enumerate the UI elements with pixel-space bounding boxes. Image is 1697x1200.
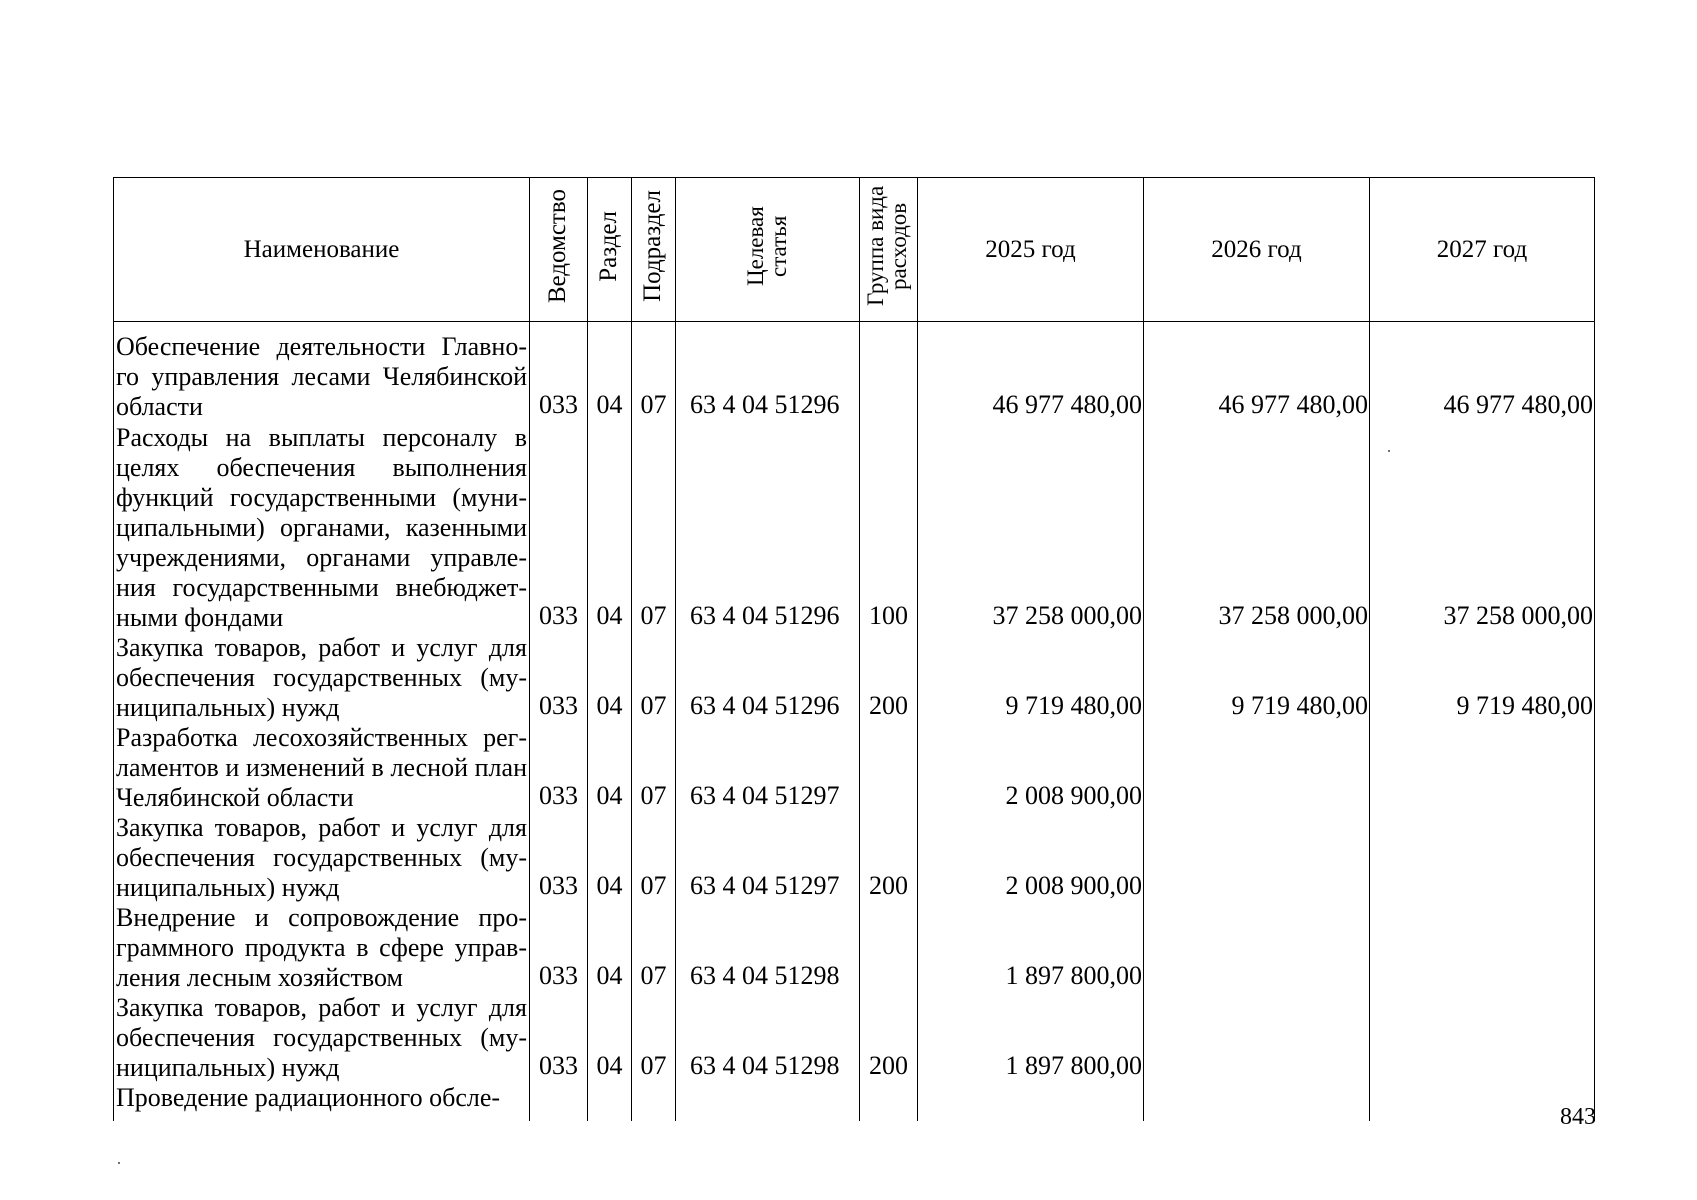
cell-2027 — [1370, 903, 1595, 993]
cell-name: Проведение радиационного обсле- — [114, 1083, 530, 1121]
cell-razdel: 04 — [588, 633, 632, 723]
cell-2026: 9 719 480,00 — [1144, 633, 1370, 723]
cell-razdel — [588, 1083, 632, 1121]
cell-2026 — [1144, 993, 1370, 1083]
cell-2025: 1 897 800,00 — [918, 993, 1144, 1083]
cell-razdel: 04 — [588, 322, 632, 422]
cell-2026 — [1144, 813, 1370, 903]
cell-podrazdel: 07 — [632, 723, 676, 813]
cell-name: Расходы на выплаты персоналу в целях обеспечения выполнения функций государственными (муни-ципальными) органами, казенными учреждениями, органами управле-ния государственными внебюджет-ными фондами — [114, 422, 530, 633]
table-row — [114, 633, 1595, 723]
header-row — [114, 178, 1595, 322]
cell-razdel: 04 — [588, 723, 632, 813]
cell-vedomstvo: 033 — [530, 903, 588, 993]
cell-expense-group: 200 — [860, 633, 918, 723]
cell-target-article: 63 4 04 51296 — [676, 322, 860, 422]
cell-vedomstvo: 033 — [530, 322, 588, 422]
cell-2025: 1 897 800,00 — [918, 903, 1144, 993]
cell-target-article: 63 4 04 51297 — [676, 813, 860, 903]
budget-table — [113, 177, 1595, 1121]
scan-speck — [1388, 450, 1390, 452]
cell-name: Внедрение и сопровождение про-граммного продукта в сфере управ-ления лесным хозяйством — [114, 903, 530, 993]
cell-vedomstvo — [530, 1083, 588, 1121]
cell-2027 — [1370, 723, 1595, 813]
cell-target-article: 63 4 04 51297 — [676, 723, 860, 813]
cell-2025: 37 258 000,00 — [918, 422, 1144, 633]
table-row — [114, 723, 1595, 813]
col-header-expense-group: Группа вида расходов — [860, 178, 918, 322]
table-row — [114, 993, 1595, 1083]
cell-2027 — [1370, 993, 1595, 1083]
cell-vedomstvo: 033 — [530, 633, 588, 723]
cell-2025: 2 008 900,00 — [918, 813, 1144, 903]
col-header-vedomstvo: Ведомство — [530, 178, 588, 322]
cell-expense-group — [860, 723, 918, 813]
cell-podrazdel: 07 — [632, 633, 676, 723]
cell-podrazdel: 07 — [632, 903, 676, 993]
table-row — [114, 322, 1595, 422]
cell-2026: 37 258 000,00 — [1144, 422, 1370, 633]
cell-target-article: 63 4 04 51296 — [676, 633, 860, 723]
col-header-2027: 2027 год — [1370, 178, 1595, 322]
cell-2027: 46 977 480,00 — [1370, 322, 1595, 422]
cell-2026 — [1144, 723, 1370, 813]
table-row — [114, 903, 1595, 993]
col-header-2025: 2025 год — [918, 178, 1144, 322]
cell-name: Закупка товаров, работ и услуг для обеспечения государственных (му-ниципальных) нужд — [114, 993, 530, 1083]
table-header — [114, 178, 1595, 322]
cell-vedomstvo: 033 — [530, 422, 588, 633]
col-header-target-article: Целевая статья — [676, 178, 860, 322]
cell-2025 — [918, 1083, 1144, 1121]
cell-expense-group — [860, 322, 918, 422]
table-row — [114, 813, 1595, 903]
scan-speck — [118, 1162, 120, 1164]
col-header-razdel: Раздел — [588, 178, 632, 322]
cell-name: Разработка лесохозяйственных рег-ламентов и изменений в лесной план Челябинской области — [114, 723, 530, 813]
cell-target-article: 63 4 04 51296 — [676, 422, 860, 633]
cell-vedomstvo: 033 — [530, 993, 588, 1083]
cell-2026: 46 977 480,00 — [1144, 322, 1370, 422]
cell-razdel: 04 — [588, 993, 632, 1083]
cell-2026 — [1144, 1083, 1370, 1121]
cell-podrazdel: 07 — [632, 993, 676, 1083]
cell-podrazdel: 07 — [632, 322, 676, 422]
cell-2027 — [1370, 813, 1595, 903]
cell-expense-group — [860, 1083, 918, 1121]
cell-expense-group: 200 — [860, 993, 918, 1083]
cell-target-article: 63 4 04 51298 — [676, 903, 860, 993]
cell-expense-group — [860, 903, 918, 993]
cell-2027: 37 258 000,00 — [1370, 422, 1595, 633]
col-header-name: Наименование — [114, 178, 530, 322]
table-row — [114, 422, 1595, 633]
cell-name: Закупка товаров, работ и услуг для обеспечения государственных (му-ниципальных) нужд — [114, 813, 530, 903]
cell-target-article: 63 4 04 51298 — [676, 993, 860, 1083]
col-header-2026: 2026 год — [1144, 178, 1370, 322]
cell-name: Обеспечение деятельности Главно-го управления лесами Челябинской области — [114, 322, 530, 422]
cell-podrazdel: 07 — [632, 813, 676, 903]
cell-2025: 46 977 480,00 — [918, 322, 1144, 422]
page-number: 843 — [1560, 1104, 1596, 1130]
cell-target-article — [676, 1083, 860, 1121]
cell-podrazdel: 07 — [632, 422, 676, 633]
cell-expense-group: 100 — [860, 422, 918, 633]
cell-expense-group: 200 — [860, 813, 918, 903]
cell-2026 — [1144, 903, 1370, 993]
cell-razdel: 04 — [588, 813, 632, 903]
cell-podrazdel — [632, 1083, 676, 1121]
cell-vedomstvo: 033 — [530, 813, 588, 903]
cell-2025: 2 008 900,00 — [918, 723, 1144, 813]
table-body — [114, 322, 1595, 1121]
cell-2027: 9 719 480,00 — [1370, 633, 1595, 723]
cell-name: Закупка товаров, работ и услуг для обеспечения государственных (му-ниципальных) нужд — [114, 633, 530, 723]
cell-razdel: 04 — [588, 422, 632, 633]
col-header-podrazdel: Подраздел — [632, 178, 676, 322]
cell-razdel: 04 — [588, 903, 632, 993]
table-row — [114, 1083, 1595, 1121]
cell-2025: 9 719 480,00 — [918, 633, 1144, 723]
cell-vedomstvo: 033 — [530, 723, 588, 813]
